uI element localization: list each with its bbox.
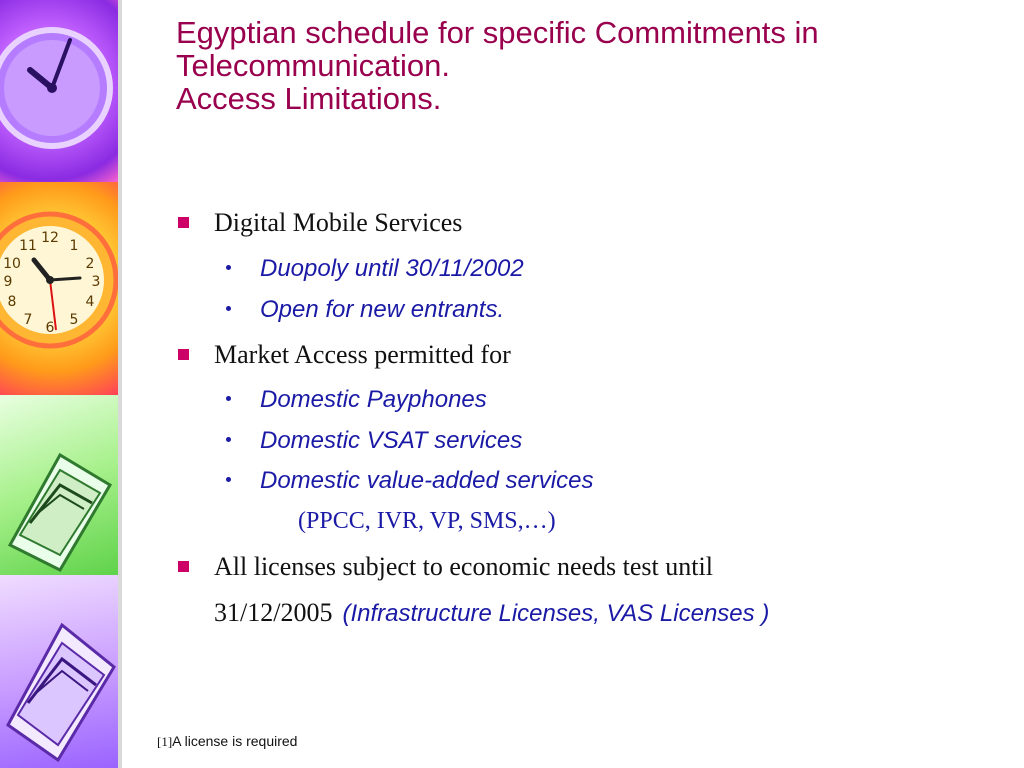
green-books-image <box>0 395 120 575</box>
decorative-side-strip <box>0 0 120 768</box>
sub-bullet-text: Domestic VSAT services <box>260 427 523 454</box>
svg-text:3: 3 <box>91 274 101 290</box>
footnote <box>157 733 297 750</box>
svg-text:4: 4 <box>85 294 95 310</box>
svg-text:7: 7 <box>23 312 33 328</box>
bullet-text: All licenses subject to economic needs test until <box>214 552 713 581</box>
license-types-note: (Infrastructure Licenses, VAS Licenses ) <box>342 600 770 627</box>
bullet-text: Digital Mobile Services <box>214 208 463 237</box>
svg-text:10: 10 <box>3 256 21 272</box>
bullet-text: Market Access permitted for <box>214 340 511 369</box>
svg-text:6: 6 <box>45 320 55 336</box>
svg-text:11: 11 <box>19 238 37 254</box>
dot-bullet-icon <box>226 306 231 311</box>
sub-bullet-text: Domestic value-added services <box>260 467 594 494</box>
strip-divider <box>118 0 122 768</box>
square-bullet-icon <box>178 561 189 572</box>
orange-clock-image <box>0 182 120 395</box>
svg-text:5: 5 <box>69 312 79 328</box>
square-bullet-icon <box>178 349 189 360</box>
purple-books-image <box>0 575 120 768</box>
purple-clock-image <box>0 0 120 182</box>
sub-bullet-text: Duopoly until 30/11/2002 <box>260 255 524 282</box>
footnote-ref: [1] <box>157 734 173 749</box>
sub-bullet-text: Open for new entrants. <box>260 296 505 323</box>
sub-bullet-note: (PPCC, IVR, VP, SMS,…) <box>298 508 556 534</box>
dot-bullet-icon <box>226 396 231 401</box>
title-line: Access Limitations. <box>176 81 442 116</box>
footnote-text: A license is required <box>172 733 298 749</box>
svg-text:12: 12 <box>41 230 59 246</box>
sub-bullet-text: Domestic Payphones <box>260 386 487 413</box>
dot-bullet-icon <box>226 437 231 442</box>
clock-icon <box>0 182 120 395</box>
dot-bullet-icon <box>226 265 231 270</box>
dot-bullet-icon <box>226 477 231 482</box>
svg-text:9: 9 <box>3 274 13 290</box>
clock-icon <box>0 0 120 182</box>
title-line: Egyptian schedule for specific Commitments in <box>176 15 819 50</box>
svg-text:8: 8 <box>7 294 17 310</box>
svg-text:2: 2 <box>85 256 95 272</box>
svg-text:1: 1 <box>69 238 79 254</box>
bullet-continuation <box>214 598 769 628</box>
slide-title <box>176 16 996 115</box>
square-bullet-icon <box>178 217 189 228</box>
book-icon <box>0 575 120 768</box>
deadline-date: 31/12/2005 <box>214 598 333 627</box>
title-line: Telecommunication. <box>176 48 450 83</box>
book-icon <box>0 395 120 575</box>
